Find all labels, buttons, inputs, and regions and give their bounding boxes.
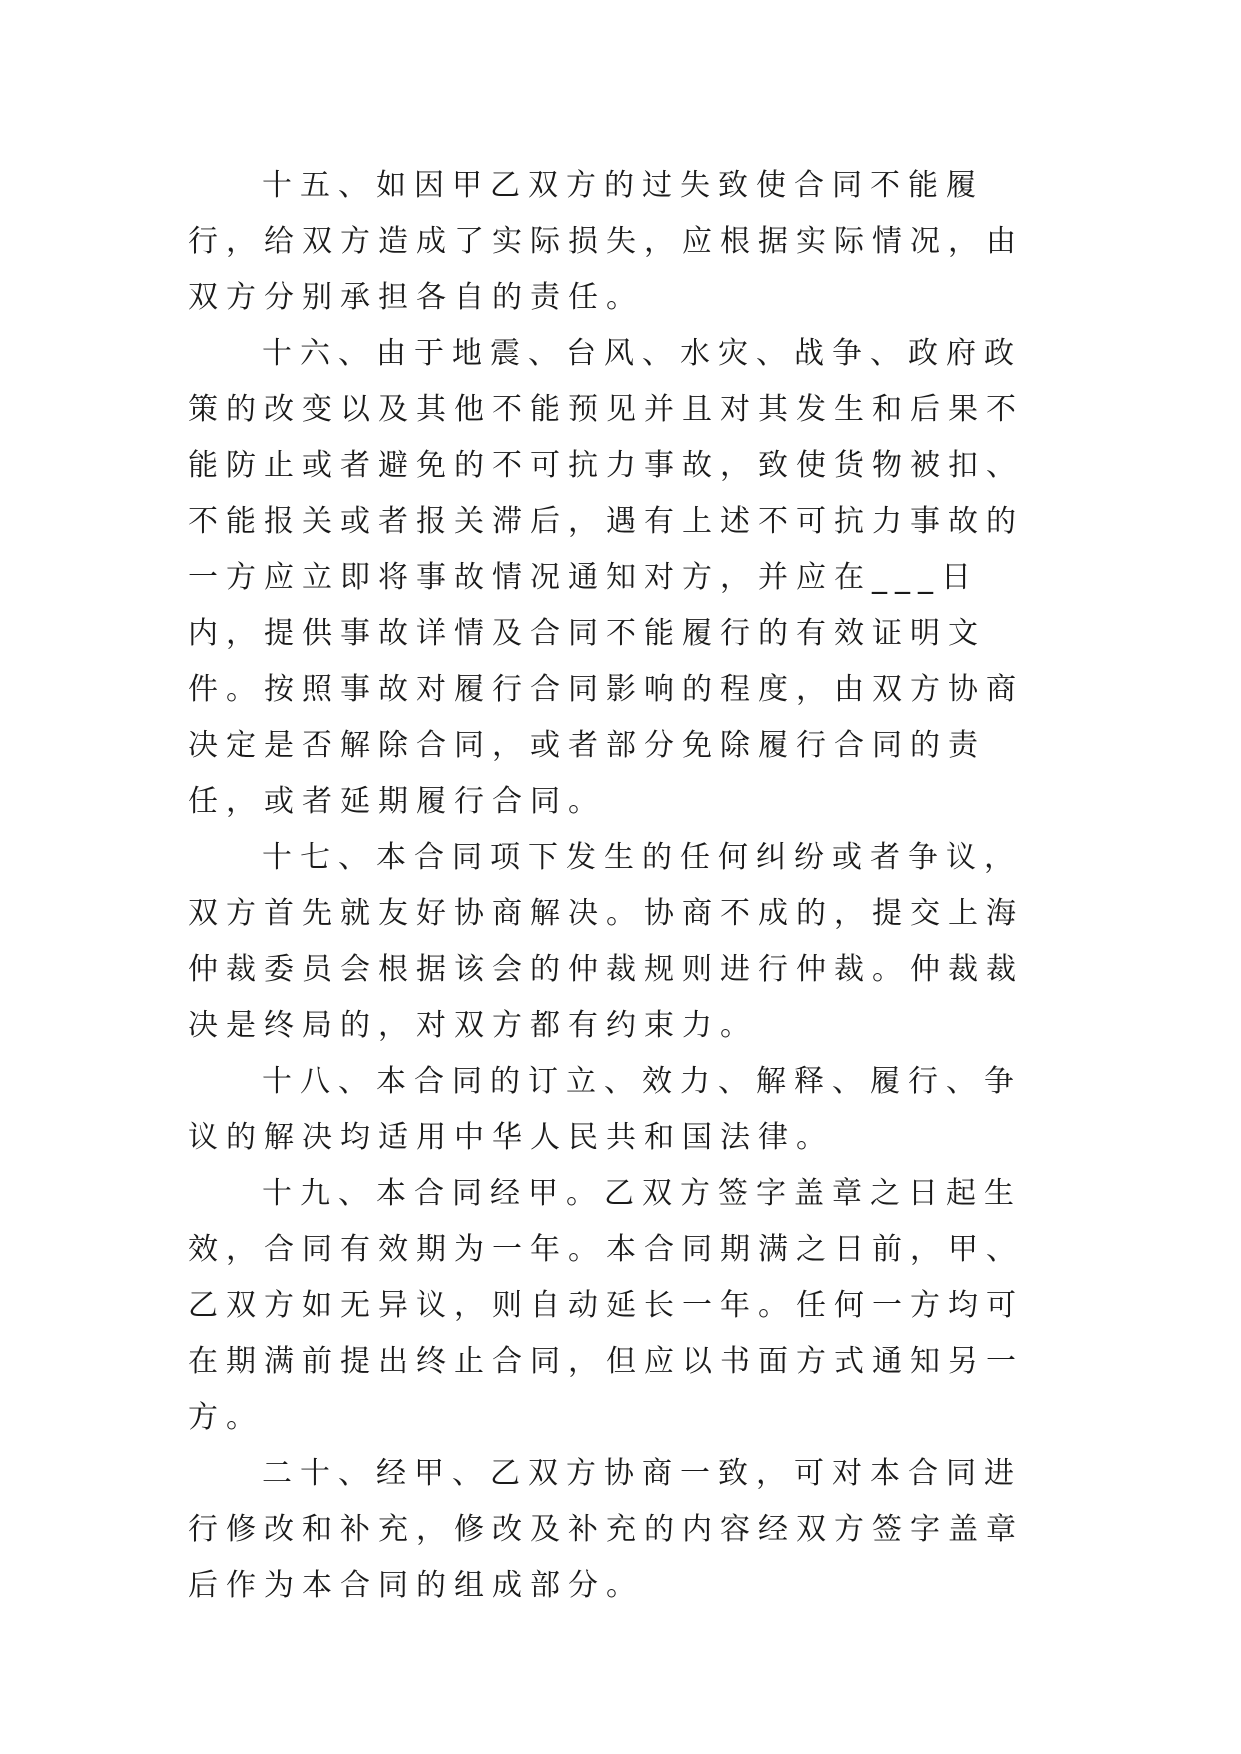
clause-17-paragraph: 十七、本合同项下发生的任何纠纷或者争议，双方首先就友好协商解决。协商不成的，提交上海仲裁委员会根据该会的仲裁规则进行仲裁。仲裁裁决是终局的，对双方都有约束力。 (188, 840, 1024, 1043)
clause-19-paragraph: 十九、本合同经甲。乙双方签字盖章之日起生效，合同有效期为一年。本合同期满之日前，甲、乙双方如无异议，则自动延长一年。任何一方均可在期满前提出终止合同，但应以书面方式通知另一方。 (188, 1176, 1024, 1435)
contract-body (188, 158, 1054, 1614)
clause-15-paragraph: 十五、如因甲乙双方的过失致使合同不能履行，给双方造成了实际损失，应根据实际情况，由双方分别承担各自的责任。 (188, 168, 1024, 315)
clause-16-paragraph: 十六、由于地震、台风、水灾、战争、政府政策的改变以及其他不能预见并且对其发生和后果不能防止或者避免的不可抗力事故，致使货物被扣、不能报关或者报关滞后，遇有上述不可抗力事故的一方应立即将事故情况通知对方，并应在___日内，提供事故详情及合同不能履行的有效证明文件。按照事故对履行合同影响的程度，由双方协商决定是否解除合同，或者部分免除履行合同的责任，或者延期履行合同。 (188, 336, 1024, 819)
clause-18-paragraph: 十八、本合同的订立、效力、解释、履行、争议的解决均适用中华人民共和国法律。 (188, 1064, 1022, 1155)
clause-20-paragraph: 二十、经甲、乙双方协商一致，可对本合同进行修改和补充，修改及补充的内容经双方签字盖章后作为本合同的组成部分。 (188, 1456, 1024, 1603)
